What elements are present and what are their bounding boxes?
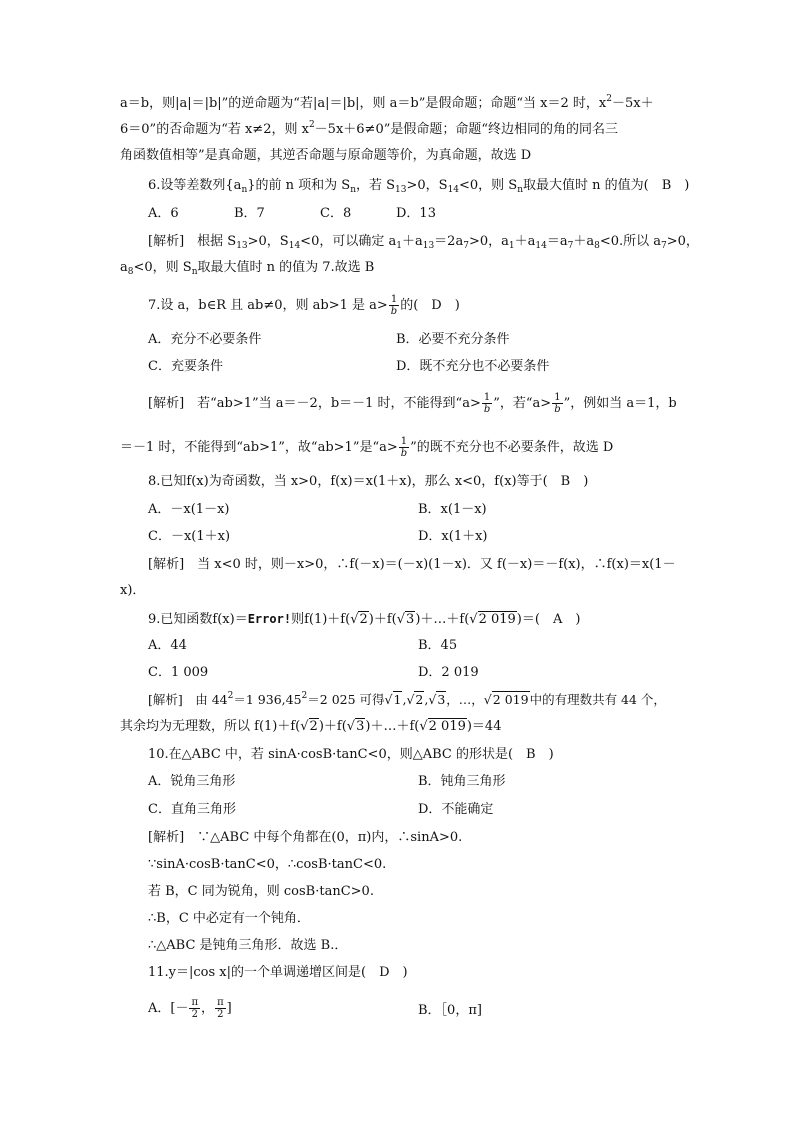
q10-option-b: B．钝角三角形: [418, 774, 506, 789]
q11-option-a: A．[－ $\frac{\pi}{2}$ ， $\frac{\pi}{2}$ ]: [148, 997, 232, 1020]
q10-analysis-line-1: [解析] ∵△ABC 中每个角都在(0，π)内，∴sinA>0.: [148, 830, 463, 845]
q8-stem: 8.已知f(x)为奇函数，当 x>0，f(x)＝x(1＋x)，那么 x<0，f(x)等于( B ): [148, 474, 589, 489]
q9-option-d: D．2 019: [418, 665, 479, 680]
q7-option-b: B．必要不充分条件: [396, 332, 510, 347]
q10-option-d: D．不能确定: [418, 802, 494, 817]
fraction-1-over-b: $\frac{1}{b}$: [390, 294, 398, 317]
q6-stem: 6.设等差数列$\{a_n\}$的前 n 项和为 $S_n$，若 $S_{13}>0$，$S_{14}<0$，则 $S_n$取最大值时 n 的值为( B ): [148, 178, 690, 195]
q9-option-c: C．1 009: [148, 665, 209, 680]
q11-option-b: B．［0，π]: [418, 1003, 482, 1018]
q7-analysis-line-2: ＝－1 时，不能得到“ab>1”，故“ab>1”是“a> $\frac{1}{b}$ ”的既不充分也不必要条件，故选 D: [120, 436, 614, 459]
q10-analysis-line-2: ∵sinA·cosB·tanC<0，∴cosB·tanC<0.: [148, 857, 387, 872]
q10-option-c: C．直角三角形: [148, 802, 236, 817]
q7-option-d: D．既不充分也不必要条件: [396, 359, 550, 374]
q11-stem: 11.y＝|cos x|的一个单调递增区间是( D ): [148, 965, 408, 980]
intro-line-3: 角函数值相等”是真命题，其逆否命题与原命题等价，为真命题，故选 D: [120, 148, 532, 163]
q6-option-a: A．6: [148, 206, 179, 221]
q6-option-c: C．8: [320, 206, 352, 221]
q7-option-c: C．充要条件: [148, 359, 223, 374]
q6-option-d: D．13: [396, 206, 436, 221]
q8-option-c: C．－x(1＋x): [148, 529, 231, 544]
q6-analysis-line-1: [解析] 根据 $S_{13}>0$，$S_{14}<0$，可以确定 $a_1+a_{13}=2a_7>0$，$a_1+a_{14}=a_7+a_8<0$.所以 $a_7>0$，: [148, 234, 699, 251]
intro-line-2: 6＝0”的否命题为“若 x≠2，则 $x^2-5x+6\ne 0$”是假命题；命题“终边相同的角的同名三: [120, 120, 619, 137]
q9-option-b: B．45: [418, 638, 458, 653]
q8-analysis-line-2: x)．: [120, 583, 146, 598]
q7-stem: 7.设 a，b∈R 且 ab≠0，则 ab>1 是 a> $\frac{1}{b}$ 的( D ): [148, 294, 460, 317]
q10-option-a: A．锐角三角形: [148, 774, 236, 789]
q10-analysis-line-5: ∴△ABC 是钝角三角形．故选 B.．: [148, 938, 348, 953]
q6-analysis-line-2: $a_8<0$，则 $S_n$取最大值时 n 的值为 7.故选 B: [120, 260, 375, 277]
q10-stem: 10.在△ABC 中，若 sinA·cosB·tanC<0，则△ABC 的形状是( B ): [148, 747, 554, 762]
q8-option-d: D．x(1＋x): [418, 529, 488, 544]
q9-analysis-line-1: [解析] 由 $44^2=1$ $936,45^2=2$ 025 可得√1,√2,√3，…，√2 019中的有理数共有 44 个，: [148, 691, 666, 707]
q9-option-a: A．44: [148, 638, 187, 653]
q7-analysis-line-1: [解析] 若“ab>1”当 a＝－2，b＝－1 时，不能得到“a> $\frac{1}{b}$ ”，若“a> $\frac{1}{b}$ ”，例如当 a＝1，b: [148, 392, 677, 415]
q9-stem: 9.已知函数f(x)＝Error!则f(1)＋f(√2)＋f(√3)＋…＋f(√2 019)＝( A ): [148, 612, 581, 627]
q6-option-b: B．7: [234, 206, 265, 221]
intro-line-1: a＝b，则|a|＝|b|”的逆命题为“若|a|＝|b|，则 a＝b”是假命题；命题“当 x＝2 时，$x^2-5x+$: [120, 94, 654, 111]
q8-option-a: A．－x(1－x): [148, 502, 230, 517]
q9-analysis-line-2: 其余均为无理数，所以 f(1)＋f(√2)＋f(√3)＋…＋f(√2 019)＝44: [120, 719, 502, 734]
q8-option-b: B．x(1－x): [418, 502, 487, 517]
q10-analysis-line-3: 若 B，C 同为锐角，则 cosB·tanC>0.: [148, 884, 374, 899]
q8-analysis-line-1: [解析] 当 x<0 时，则－x>0，∴f(－x)＝(－x)(1－x)．又 f(－x)＝－f(x)，∴f(x)＝x(1－: [148, 557, 676, 572]
q10-analysis-line-4: ∴B，C 中必定有一个钝角．: [148, 911, 310, 926]
q7-option-a: A．充分不必要条件: [148, 332, 262, 347]
error-text: Error!: [247, 612, 292, 626]
